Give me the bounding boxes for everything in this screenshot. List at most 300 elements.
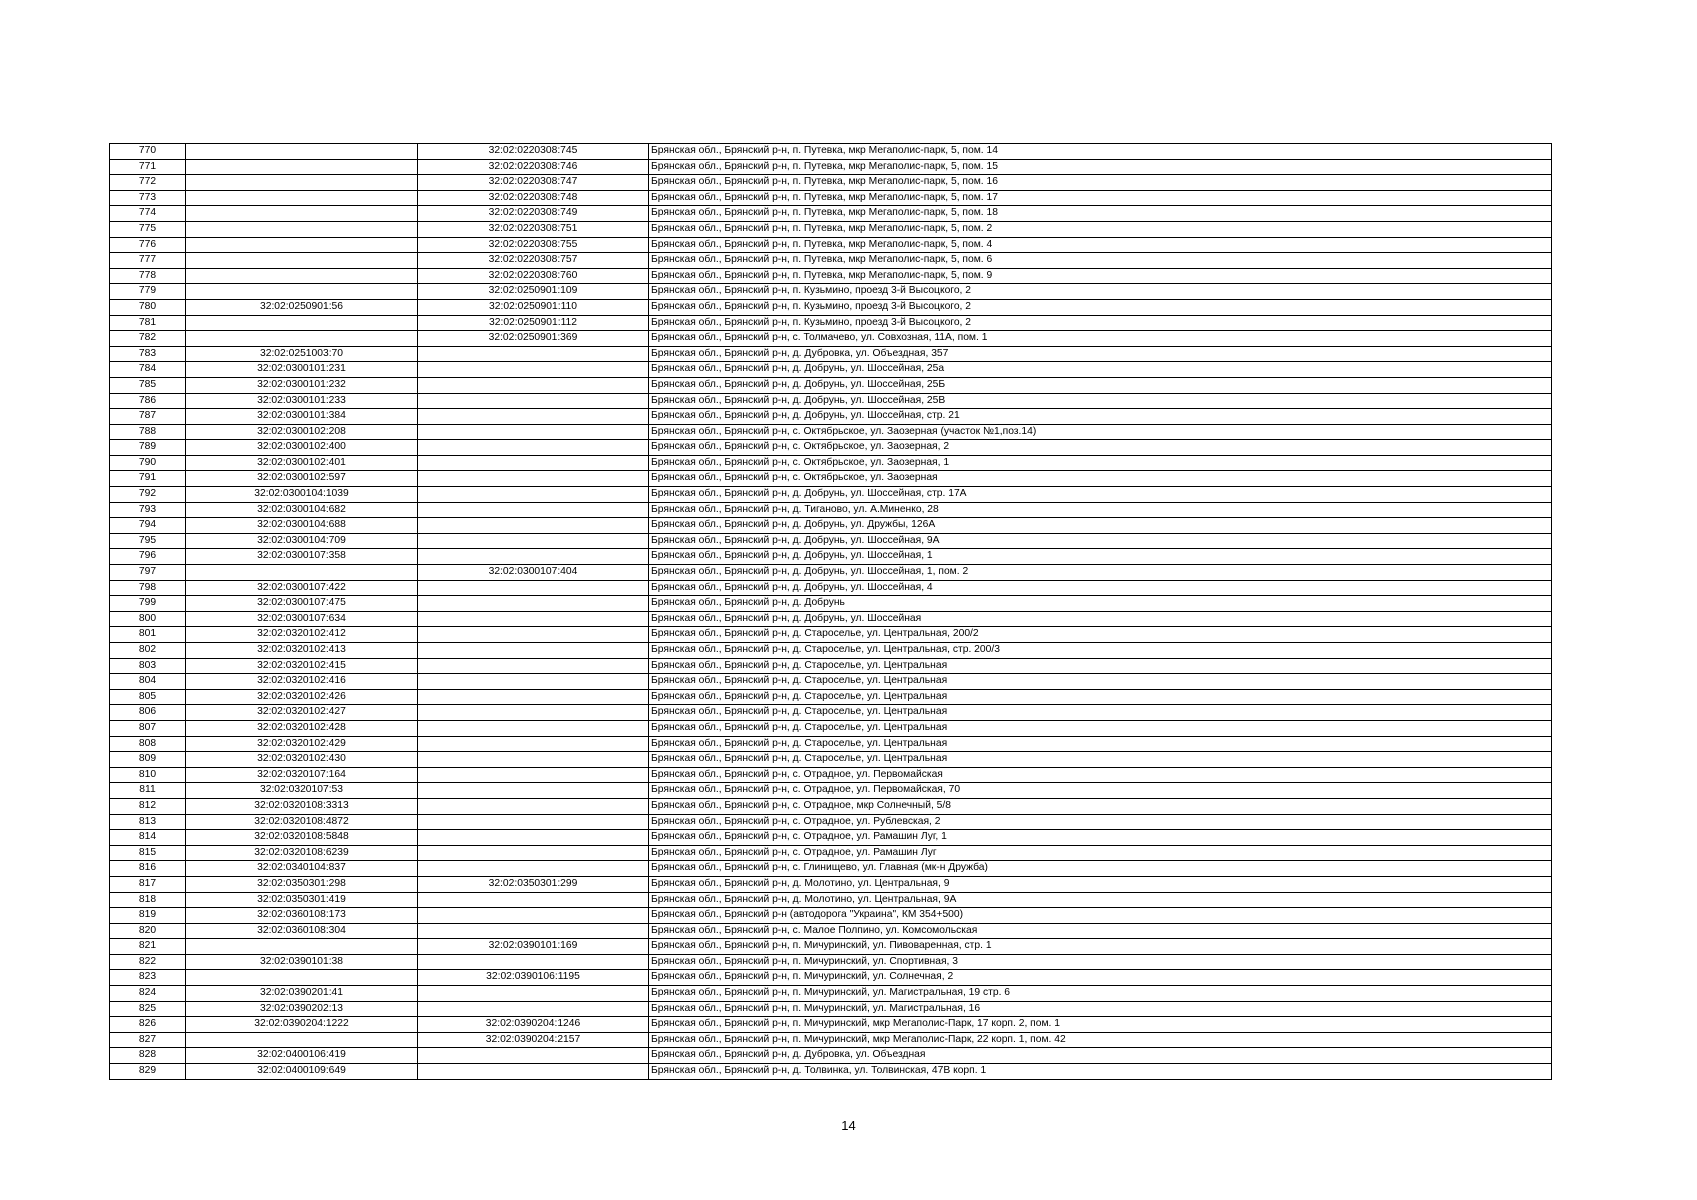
table-row [110, 502, 1552, 518]
row-number-cell: 784 [110, 362, 186, 378]
address-cell: Брянская обл., Брянский р-н, п. Мичуринский, ул. Магистральная, 19 стр. 6 [649, 986, 1552, 1002]
address-cell: Брянская обл., Брянский р-н, д. Староселье, ул. Центральная [649, 689, 1552, 705]
table-row [110, 409, 1552, 425]
address-cell: Брянская обл., Брянский р-н, п. Мичуринский, ул. Солнечная, 2 [649, 970, 1552, 986]
building-cadastral-number-cell [418, 362, 649, 378]
land-cadastral-number-cell: 32:02:0300104:688 [186, 518, 418, 534]
building-cadastral-number-cell [418, 1001, 649, 1017]
table-row [110, 144, 1552, 160]
land-cadastral-number-cell: 32:02:0320108:4872 [186, 814, 418, 830]
address-cell: Брянская обл., Брянский р-н, п. Мичуринский, ул. Пивоваренная, стр. 1 [649, 939, 1552, 955]
building-cadastral-number-cell: 32:02:0220308:745 [418, 144, 649, 160]
address-cell: Брянская обл., Брянский р-н, п. Мичуринский, мкр Мегаполис-Парк, 22 корп. 1, пом. 42 [649, 1032, 1552, 1048]
row-number-cell: 800 [110, 611, 186, 627]
table-row [110, 393, 1552, 409]
row-number-cell: 782 [110, 331, 186, 347]
address-cell: Брянская обл., Брянский р-н, с. Толмачево, ул. Совхозная, 11А, пом. 1 [649, 331, 1552, 347]
land-cadastral-number-cell: 32:02:0350301:419 [186, 892, 418, 908]
address-cell: Брянская обл., Брянский р-н, д. Добрунь, ул. Шоссейная, стр. 21 [649, 409, 1552, 425]
row-number-cell: 827 [110, 1032, 186, 1048]
address-cell: Брянская обл., Брянский р-н, с. Отрадное, ул. Рамашин Луг [649, 845, 1552, 861]
address-cell: Брянская обл., Брянский р-н, с. Октябрьское, ул. Заозерная [649, 471, 1552, 487]
table-row [110, 627, 1552, 643]
address-cell: Брянская обл., Брянский р-н, д. Молотино, ул. Центральная, 9 [649, 876, 1552, 892]
table-row [110, 424, 1552, 440]
table-row [110, 175, 1552, 191]
address-cell: Брянская обл., Брянский р-н, п. Мичуринский, мкр Мегаполис-Парк, 17 корп. 2, пом. 1 [649, 1017, 1552, 1033]
row-number-cell: 823 [110, 970, 186, 986]
building-cadastral-number-cell [418, 1048, 649, 1064]
building-cadastral-number-cell [418, 783, 649, 799]
building-cadastral-number-cell: 32:02:0220308:748 [418, 190, 649, 206]
table-row [110, 253, 1552, 269]
address-cell: Брянская обл., Брянский р-н, д. Толвинка, ул. Толвинская, 47В корп. 1 [649, 1064, 1552, 1080]
row-number-cell: 791 [110, 471, 186, 487]
building-cadastral-number-cell: 32:02:0250901:110 [418, 299, 649, 315]
address-cell: Брянская обл., Брянский р-н, д. Добрунь, ул. Шоссейная, 25Б [649, 377, 1552, 393]
row-number-cell: 795 [110, 533, 186, 549]
address-cell: Брянская обл., Брянский р-н, п. Кузьмино, проезд 3-й Высоцкого, 2 [649, 299, 1552, 315]
address-cell: Брянская обл., Брянский р-н, д. Добрунь, ул. Шоссейная, 4 [649, 580, 1552, 596]
land-cadastral-number-cell: 32:02:0320102:412 [186, 627, 418, 643]
building-cadastral-number-cell [418, 986, 649, 1002]
land-cadastral-number-cell: 32:02:0300107:475 [186, 596, 418, 612]
row-number-cell: 786 [110, 393, 186, 409]
building-cadastral-number-cell: 32:02:0390106:1195 [418, 970, 649, 986]
address-cell: Брянская обл., Брянский р-н, п. Путевка, мкр Мегаполис-парк, 5, пом. 16 [649, 175, 1552, 191]
address-cell: Брянская обл., Брянский р-н, с. Октябрьское, ул. Заозерная, 1 [649, 455, 1552, 471]
table-row [110, 736, 1552, 752]
land-cadastral-number-cell: 32:02:0300102:597 [186, 471, 418, 487]
land-cadastral-number-cell [186, 159, 418, 175]
row-number-cell: 771 [110, 159, 186, 175]
building-cadastral-number-cell: 32:02:0350301:299 [418, 876, 649, 892]
table-row [110, 206, 1552, 222]
table-row [110, 752, 1552, 768]
table-row [110, 315, 1552, 331]
table-row [110, 861, 1552, 877]
land-cadastral-number-cell: 32:02:0300107:634 [186, 611, 418, 627]
building-cadastral-number-cell [418, 752, 649, 768]
land-cadastral-number-cell: 32:02:0300101:384 [186, 409, 418, 425]
row-number-cell: 770 [110, 144, 186, 160]
building-cadastral-number-cell [418, 705, 649, 721]
land-cadastral-number-cell [186, 175, 418, 191]
land-cadastral-number-cell: 32:02:0360108:173 [186, 908, 418, 924]
row-number-cell: 821 [110, 939, 186, 955]
row-number-cell: 801 [110, 627, 186, 643]
table-row [110, 1001, 1552, 1017]
address-cell: Брянская обл., Брянский р-н, п. Путевка, мкр Мегаполис-парк, 5, пом. 15 [649, 159, 1552, 175]
building-cadastral-number-cell [418, 689, 649, 705]
building-cadastral-number-cell [418, 580, 649, 596]
row-number-cell: 793 [110, 502, 186, 518]
building-cadastral-number-cell: 32:02:0250901:112 [418, 315, 649, 331]
table-row [110, 237, 1552, 253]
building-cadastral-number-cell [418, 487, 649, 503]
building-cadastral-number-cell [418, 814, 649, 830]
address-cell: Брянская обл., Брянский р-н, д. Добрунь, ул. Шоссейная, 9А [649, 533, 1552, 549]
row-number-cell: 805 [110, 689, 186, 705]
land-cadastral-number-cell: 32:02:0300107:358 [186, 549, 418, 565]
row-number-cell: 809 [110, 752, 186, 768]
building-cadastral-number-cell: 32:02:0220308:757 [418, 253, 649, 269]
table-row [110, 549, 1552, 565]
address-cell: Брянская обл., Брянский р-н, д. Добрунь, ул. Шоссейная, 25В [649, 393, 1552, 409]
table-row [110, 580, 1552, 596]
building-cadastral-number-cell: 32:02:0220308:755 [418, 237, 649, 253]
row-number-cell: 829 [110, 1064, 186, 1080]
address-cell: Брянская обл., Брянский р-н, п. Мичуринский, ул. Спортивная, 3 [649, 954, 1552, 970]
row-number-cell: 806 [110, 705, 186, 721]
row-number-cell: 772 [110, 175, 186, 191]
table-row [110, 845, 1552, 861]
land-cadastral-number-cell: 32:02:0300102:400 [186, 440, 418, 456]
page-number: 14 [841, 1118, 856, 1133]
land-cadastral-number-cell: 32:02:0320102:428 [186, 720, 418, 736]
address-cell: Брянская обл., Брянский р-н, с. Отрадное, мкр Солнечный, 5/8 [649, 798, 1552, 814]
address-cell: Брянская обл., Брянский р-н, с. Глинищево, ул. Главная (мк-н Дружба) [649, 861, 1552, 877]
building-cadastral-number-cell [418, 502, 649, 518]
address-cell: Брянская обл., Брянский р-н, п. Путевка, мкр Мегаполис-парк, 5, пом. 17 [649, 190, 1552, 206]
building-cadastral-number-cell [418, 471, 649, 487]
building-cadastral-number-cell [418, 861, 649, 877]
table-row [110, 346, 1552, 362]
row-number-cell: 819 [110, 908, 186, 924]
building-cadastral-number-cell [418, 518, 649, 534]
building-cadastral-number-cell: 32:02:0220308:751 [418, 221, 649, 237]
building-cadastral-number-cell [418, 424, 649, 440]
address-cell: Брянская обл., Брянский р-н, п. Путевка, мкр Мегаполис-парк, 5, пом. 6 [649, 253, 1552, 269]
table-row [110, 268, 1552, 284]
building-cadastral-number-cell: 32:02:0390204:2157 [418, 1032, 649, 1048]
land-cadastral-number-cell: 32:02:0360108:304 [186, 923, 418, 939]
row-number-cell: 798 [110, 580, 186, 596]
land-cadastral-number-cell: 32:02:0320107:164 [186, 767, 418, 783]
land-cadastral-number-cell [186, 970, 418, 986]
table-row [110, 783, 1552, 799]
land-cadastral-number-cell [186, 221, 418, 237]
building-cadastral-number-cell [418, 720, 649, 736]
table-row [110, 440, 1552, 456]
address-cell: Брянская обл., Брянский р-н, д. Добрунь [649, 596, 1552, 612]
row-number-cell: 774 [110, 206, 186, 222]
land-cadastral-number-cell: 32:02:0390204:1222 [186, 1017, 418, 1033]
building-cadastral-number-cell: 32:02:0220308:747 [418, 175, 649, 191]
land-cadastral-number-cell: 32:02:0320108:5848 [186, 830, 418, 846]
table-row [110, 190, 1552, 206]
row-number-cell: 780 [110, 299, 186, 315]
table-row [110, 299, 1552, 315]
building-cadastral-number-cell [418, 393, 649, 409]
address-cell: Брянская обл., Брянский р-н, с. Октябрьское, ул. Заозерная (участок №1,поз.14) [649, 424, 1552, 440]
row-number-cell: 814 [110, 830, 186, 846]
building-cadastral-number-cell [418, 674, 649, 690]
address-cell: Брянская обл., Брянский р-н, д. Дубровка, ул. Объездная, 357 [649, 346, 1552, 362]
address-cell: Брянская обл., Брянский р-н, с. Отрадное, ул. Первомайская [649, 767, 1552, 783]
address-cell: Брянская обл., Брянский р-н, д. Староселье, ул. Центральная [649, 752, 1552, 768]
row-number-cell: 822 [110, 954, 186, 970]
address-cell: Брянская обл., Брянский р-н, д. Староселье, ул. Центральная [649, 674, 1552, 690]
address-cell: Брянская обл., Брянский р-н, с. Малое Полпино, ул. Комсомольская [649, 923, 1552, 939]
row-number-cell: 788 [110, 424, 186, 440]
building-cadastral-number-cell [418, 1064, 649, 1080]
land-cadastral-number-cell: 32:02:0320108:6239 [186, 845, 418, 861]
table-row [110, 1032, 1552, 1048]
row-number-cell: 796 [110, 549, 186, 565]
row-number-cell: 777 [110, 253, 186, 269]
table-row [110, 892, 1552, 908]
address-cell: Брянская обл., Брянский р-н, с. Отрадное, ул. Рублевская, 2 [649, 814, 1552, 830]
building-cadastral-number-cell [418, 440, 649, 456]
land-cadastral-number-cell [186, 190, 418, 206]
building-cadastral-number-cell [418, 643, 649, 659]
table-row [110, 565, 1552, 581]
address-cell: Брянская обл., Брянский р-н, п. Путевка, мкр Мегаполис-парк, 5, пом. 4 [649, 237, 1552, 253]
building-cadastral-number-cell: 32:02:0300107:404 [418, 565, 649, 581]
address-cell: Брянская обл., Брянский р-н, д. Добрунь, ул. Шоссейная, 1 [649, 549, 1552, 565]
address-cell: Брянская обл., Брянский р-н, д. Добрунь, ул. Шоссейная, 1, пом. 2 [649, 565, 1552, 581]
row-number-cell: 802 [110, 643, 186, 659]
land-cadastral-number-cell [186, 565, 418, 581]
table-row [110, 970, 1552, 986]
row-number-cell: 803 [110, 658, 186, 674]
table-row [110, 705, 1552, 721]
row-number-cell: 779 [110, 284, 186, 300]
row-number-cell: 785 [110, 377, 186, 393]
table-row [110, 674, 1552, 690]
address-cell: Брянская обл., Брянский р-н, д. Добрунь, ул. Шоссейная, стр. 17А [649, 487, 1552, 503]
building-cadastral-number-cell [418, 798, 649, 814]
land-cadastral-number-cell: 32:02:0300104:682 [186, 502, 418, 518]
table-row [110, 159, 1552, 175]
table-row [110, 986, 1552, 1002]
land-cadastral-number-cell: 32:02:0320108:3313 [186, 798, 418, 814]
row-number-cell: 813 [110, 814, 186, 830]
row-number-cell: 794 [110, 518, 186, 534]
row-number-cell: 797 [110, 565, 186, 581]
address-cell: Брянская обл., Брянский р-н, п. Мичуринский, ул. Магистральная, 16 [649, 1001, 1552, 1017]
building-cadastral-number-cell: 32:02:0220308:746 [418, 159, 649, 175]
building-cadastral-number-cell [418, 611, 649, 627]
registry-table-body [110, 144, 1552, 1080]
address-cell: Брянская обл., Брянский р-н, д. Староселье, ул. Центральная, 200/2 [649, 627, 1552, 643]
address-cell: Брянская обл., Брянский р-н, п. Путевка, мкр Мегаполис-парк, 5, пом. 18 [649, 206, 1552, 222]
row-number-cell: 808 [110, 736, 186, 752]
table-row [110, 876, 1552, 892]
land-cadastral-number-cell: 32:02:0320102:413 [186, 643, 418, 659]
row-number-cell: 811 [110, 783, 186, 799]
land-cadastral-number-cell: 32:02:0320102:430 [186, 752, 418, 768]
building-cadastral-number-cell [418, 736, 649, 752]
land-cadastral-number-cell: 32:02:0320107:53 [186, 783, 418, 799]
row-number-cell: 825 [110, 1001, 186, 1017]
row-number-cell: 826 [110, 1017, 186, 1033]
land-cadastral-number-cell: 32:02:0390202:13 [186, 1001, 418, 1017]
table-row [110, 689, 1552, 705]
land-cadastral-number-cell: 32:02:0300104:1039 [186, 487, 418, 503]
address-cell: Брянская обл., Брянский р-н, с. Отрадное, ул. Первомайская, 70 [649, 783, 1552, 799]
land-cadastral-number-cell [186, 1032, 418, 1048]
building-cadastral-number-cell [418, 549, 649, 565]
row-number-cell: 792 [110, 487, 186, 503]
table-row [110, 596, 1552, 612]
row-number-cell: 810 [110, 767, 186, 783]
row-number-cell: 824 [110, 986, 186, 1002]
land-cadastral-number-cell: 32:02:0300101:233 [186, 393, 418, 409]
address-cell: Брянская обл., Брянский р-н, д. Дубровка, ул. Объездная [649, 1048, 1552, 1064]
table-row [110, 1048, 1552, 1064]
address-cell: Брянская обл., Брянский р-н, д. Тиганово, ул. А.Миненко, 28 [649, 502, 1552, 518]
land-cadastral-number-cell: 32:02:0390201:41 [186, 986, 418, 1002]
address-cell: Брянская обл., Брянский р-н (автодорога "Украина", КМ 354+500) [649, 908, 1552, 924]
building-cadastral-number-cell: 32:02:0220308:749 [418, 206, 649, 222]
land-cadastral-number-cell [186, 253, 418, 269]
address-cell: Брянская обл., Брянский р-н, д. Молотино, ул. Центральная, 9А [649, 892, 1552, 908]
row-number-cell: 789 [110, 440, 186, 456]
table-row [110, 377, 1552, 393]
building-cadastral-number-cell [418, 908, 649, 924]
table-row [110, 533, 1552, 549]
building-cadastral-number-cell [418, 409, 649, 425]
building-cadastral-number-cell [418, 377, 649, 393]
table-row [110, 331, 1552, 347]
address-cell: Брянская обл., Брянский р-н, д. Староселье, ул. Центральная [649, 658, 1552, 674]
row-number-cell: 773 [110, 190, 186, 206]
table-row [110, 487, 1552, 503]
land-cadastral-number-cell: 32:02:0320102:415 [186, 658, 418, 674]
land-cadastral-number-cell [186, 237, 418, 253]
building-cadastral-number-cell [418, 596, 649, 612]
table-row [110, 518, 1552, 534]
land-cadastral-number-cell: 32:02:0400106:419 [186, 1048, 418, 1064]
address-cell: Брянская обл., Брянский р-н, п. Кузьмино, проезд 3-й Высоцкого, 2 [649, 284, 1552, 300]
row-number-cell: 828 [110, 1048, 186, 1064]
row-number-cell: 787 [110, 409, 186, 425]
land-cadastral-number-cell: 32:02:0320102:426 [186, 689, 418, 705]
address-cell: Брянская обл., Брянский р-н, д. Староселье, ул. Центральная [649, 720, 1552, 736]
row-number-cell: 818 [110, 892, 186, 908]
land-cadastral-number-cell: 32:02:0250901:56 [186, 299, 418, 315]
land-cadastral-number-cell: 32:02:0340104:837 [186, 861, 418, 877]
land-cadastral-number-cell: 32:02:0300104:709 [186, 533, 418, 549]
building-cadastral-number-cell: 32:02:0220308:760 [418, 268, 649, 284]
address-cell: Брянская обл., Брянский р-н, п. Кузьмино, проезд 3-й Высоцкого, 2 [649, 315, 1552, 331]
table-row [110, 471, 1552, 487]
row-number-cell: 807 [110, 720, 186, 736]
land-cadastral-number-cell [186, 268, 418, 284]
address-cell: Брянская обл., Брянский р-н, д. Староселье, ул. Центральная [649, 736, 1552, 752]
table-row [110, 720, 1552, 736]
land-cadastral-number-cell: 32:02:0300107:422 [186, 580, 418, 596]
table-row [110, 455, 1552, 471]
building-cadastral-number-cell [418, 627, 649, 643]
row-number-cell: 776 [110, 237, 186, 253]
table-row [110, 362, 1552, 378]
building-cadastral-number-cell [418, 830, 649, 846]
registry-table [109, 143, 1552, 1080]
address-cell: Брянская обл., Брянский р-н, д. Добрунь, ул. Дружбы, 126А [649, 518, 1552, 534]
table-row [110, 939, 1552, 955]
building-cadastral-number-cell [418, 954, 649, 970]
row-number-cell: 778 [110, 268, 186, 284]
table-row [110, 923, 1552, 939]
land-cadastral-number-cell [186, 331, 418, 347]
land-cadastral-number-cell [186, 284, 418, 300]
building-cadastral-number-cell: 32:02:0390101:169 [418, 939, 649, 955]
land-cadastral-number-cell: 32:02:0300102:401 [186, 455, 418, 471]
building-cadastral-number-cell [418, 767, 649, 783]
table-row [110, 767, 1552, 783]
table-row [110, 221, 1552, 237]
table-row [110, 830, 1552, 846]
address-cell: Брянская обл., Брянский р-н, с. Отрадное, ул. Рамашин Луг, 1 [649, 830, 1552, 846]
table-row [110, 1064, 1552, 1080]
row-number-cell: 820 [110, 923, 186, 939]
land-cadastral-number-cell: 32:02:0390101:38 [186, 954, 418, 970]
table-row [110, 284, 1552, 300]
building-cadastral-number-cell: 32:02:0390204:1246 [418, 1017, 649, 1033]
building-cadastral-number-cell: 32:02:0250901:109 [418, 284, 649, 300]
table-row [110, 1017, 1552, 1033]
address-cell: Брянская обл., Брянский р-н, п. Путевка, мкр Мегаполис-парк, 5, пом. 2 [649, 221, 1552, 237]
land-cadastral-number-cell: 32:02:0400109:649 [186, 1064, 418, 1080]
row-number-cell: 783 [110, 346, 186, 362]
land-cadastral-number-cell: 32:02:0350301:298 [186, 876, 418, 892]
building-cadastral-number-cell [418, 346, 649, 362]
building-cadastral-number-cell [418, 923, 649, 939]
address-cell: Брянская обл., Брянский р-н, д. Староселье, ул. Центральная, стр. 200/3 [649, 643, 1552, 659]
address-cell: Брянская обл., Брянский р-н, с. Октябрьское, ул. Заозерная, 2 [649, 440, 1552, 456]
building-cadastral-number-cell [418, 533, 649, 549]
row-number-cell: 790 [110, 455, 186, 471]
row-number-cell: 816 [110, 861, 186, 877]
land-cadastral-number-cell: 32:02:0300101:232 [186, 377, 418, 393]
table-row [110, 643, 1552, 659]
row-number-cell: 817 [110, 876, 186, 892]
land-cadastral-number-cell [186, 206, 418, 222]
building-cadastral-number-cell [418, 658, 649, 674]
building-cadastral-number-cell [418, 455, 649, 471]
row-number-cell: 815 [110, 845, 186, 861]
table-row [110, 908, 1552, 924]
building-cadastral-number-cell: 32:02:0250901:369 [418, 331, 649, 347]
row-number-cell: 799 [110, 596, 186, 612]
land-cadastral-number-cell: 32:02:0300101:231 [186, 362, 418, 378]
row-number-cell: 781 [110, 315, 186, 331]
land-cadastral-number-cell: 32:02:0251003:70 [186, 346, 418, 362]
table-row [110, 798, 1552, 814]
address-cell: Брянская обл., Брянский р-н, п. Путевка, мкр Мегаполис-парк, 5, пом. 14 [649, 144, 1552, 160]
land-cadastral-number-cell [186, 315, 418, 331]
row-number-cell: 804 [110, 674, 186, 690]
table-row [110, 954, 1552, 970]
row-number-cell: 775 [110, 221, 186, 237]
table-row [110, 611, 1552, 627]
land-cadastral-number-cell: 32:02:0320102:429 [186, 736, 418, 752]
land-cadastral-number-cell: 32:02:0320102:427 [186, 705, 418, 721]
table-row [110, 658, 1552, 674]
building-cadastral-number-cell [418, 892, 649, 908]
land-cadastral-number-cell [186, 939, 418, 955]
land-cadastral-number-cell: 32:02:0300102:208 [186, 424, 418, 440]
address-cell: Брянская обл., Брянский р-н, д. Староселье, ул. Центральная [649, 705, 1552, 721]
address-cell: Брянская обл., Брянский р-н, п. Путевка, мкр Мегаполис-парк, 5, пом. 9 [649, 268, 1552, 284]
building-cadastral-number-cell [418, 845, 649, 861]
address-cell: Брянская обл., Брянский р-н, д. Добрунь, ул. Шоссейная, 25а [649, 362, 1552, 378]
address-cell: Брянская обл., Брянский р-н, д. Добрунь, ул. Шоссейная [649, 611, 1552, 627]
land-cadastral-number-cell: 32:02:0320102:416 [186, 674, 418, 690]
